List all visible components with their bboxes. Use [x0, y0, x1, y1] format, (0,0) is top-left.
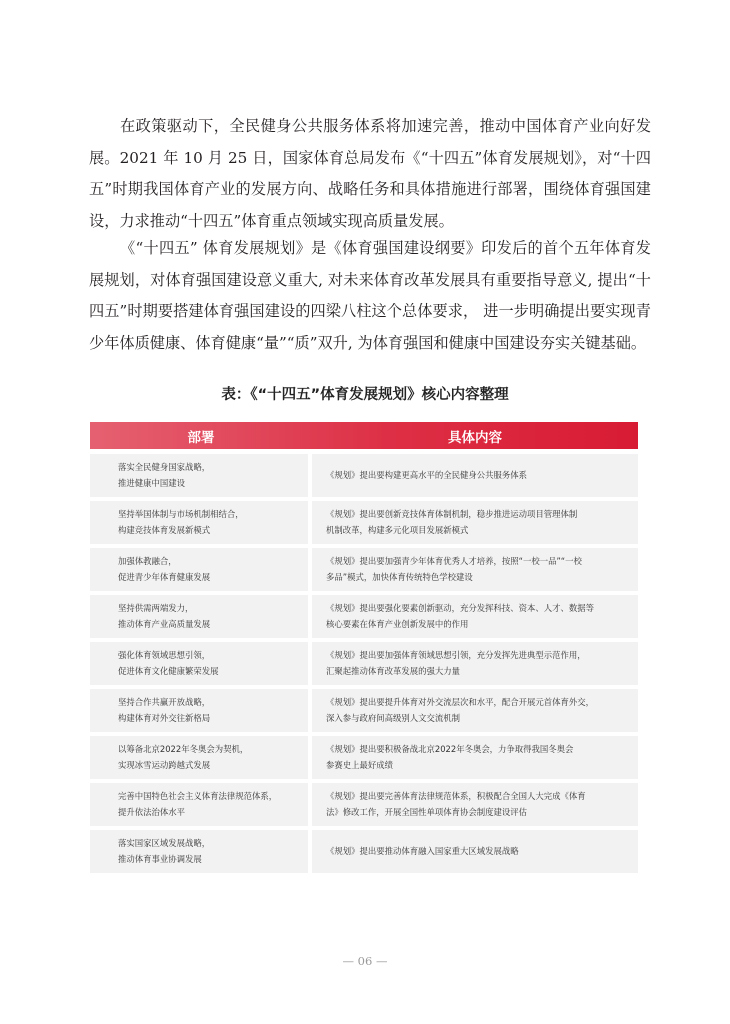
content-text-line: 多品”模式，加快体育传统特色学校建设: [326, 571, 473, 582]
department-text-line: 提升依法治体水平: [118, 806, 185, 817]
content-text-line: 机制改革，构建多元化项目发展新模式: [326, 524, 469, 535]
content-cell: [312, 736, 638, 779]
content-cell: [312, 830, 638, 873]
department-cell: [90, 642, 308, 685]
table-row: [90, 783, 638, 826]
body-paragraph-1: 在政策驱动下，全民健身公共服务体系将加速完善，推动中国体育产业向好发展。2021 年 10 月 25 日，国家体育总局发布《“十四五”体育发展规划》，对“十四五”时期我国体育产业的发展方向、战略任务和具体措施进行部署，围绕体育强国建设，力求推动“十四五”体育重点领域实现高质量发展。: [89, 117, 651, 230]
content-text-line: 汇聚起推动体育改革发展的强大力量: [326, 665, 460, 676]
table-row: [90, 548, 638, 591]
content-text-line: 法》修改工作，开展全国性单项体育协会制度建设评估: [326, 806, 527, 817]
table-header: [90, 422, 638, 449]
department-text-line: 加强体教融合，: [118, 556, 177, 566]
department-text-line: 推动体育事业协调发展: [118, 853, 202, 864]
department-cell: [90, 783, 308, 826]
department-cell: [90, 595, 308, 638]
content-text-line: 参赛史上最好成绩: [326, 759, 393, 770]
department-cell: [90, 689, 308, 732]
table-body: [90, 454, 638, 873]
content-cell: [312, 595, 638, 638]
content-cell: [312, 454, 638, 497]
content-text-line: 《规划》提出要创新竞技体育体制机制，稳步推进运动项目管理体制: [326, 509, 578, 519]
content-cell: [312, 783, 638, 826]
table-row: [90, 454, 638, 497]
department-cell: [90, 454, 308, 497]
department-text-line: 坚持举国体制与市场机制相结合，: [118, 509, 244, 519]
department-text-line: 落实全民健身国家战略，: [118, 462, 211, 472]
content-text-line: 《规划》提出要加强青少年体育优秀人才培养，按照“一校一品”“一校: [326, 556, 582, 566]
content-text-line: 核心要素在体育产业创新发展中的作用: [326, 618, 469, 629]
content-text-line: 《规划》提出要提升体育对外交流层次和水平，配合开展元首体育外交，: [326, 697, 594, 707]
department-text-line: 促进体育文化健康繁荣发展: [118, 665, 219, 676]
department-text-line: 构建体育对外交往新格局: [118, 712, 211, 723]
content-text-line: 《规划》提出要完善体育法律规范体系，积极配合全国人大完成《体育: [326, 791, 586, 801]
department-cell: [90, 501, 308, 544]
table-row: [90, 830, 638, 873]
body-paragraph-2: 《“十四五” 体育发展规划》是《体育强国建设纲要》印发后的首个五年体育发展规划，对体育强国建设意义重大, 对未来体育改革发展具有重要指导意义, 提出“十四五”时期要搭建体育强国建设的四梁八柱这个总体要求， 进一步明确提出要实现青少年体质健康、体育健康“量”“质”双升, 为体育强国和健康中国建设夯实关键基础。: [89, 239, 651, 352]
table-row: [90, 642, 638, 685]
content-cell: [312, 548, 638, 591]
content-text-line: 《规划》提出要推动体育融入国家重大区域发展战略: [326, 845, 519, 856]
department-text-line: 坚持供需两端发力，: [118, 603, 194, 613]
department-text-line: 促进青少年体育健康发展: [118, 571, 211, 582]
header-department: 部署: [187, 429, 215, 446]
core-content-table: [90, 422, 638, 877]
table-row: [90, 501, 638, 544]
department-cell: [90, 736, 308, 779]
department-cell: [90, 830, 308, 873]
department-text-line: 落实国家区域发展战略，: [118, 838, 211, 848]
department-text-line: 完善中国特色社会主义体育法律规范体系，: [118, 791, 278, 801]
content-text-line: 《规划》提出要构建更高水平的全民健身公共服务体系: [326, 469, 527, 480]
content-text-line: 《规划》提出要强化要素创新驱动，充分发挥科技、资本、人才、数据等: [326, 603, 594, 613]
table-row: [90, 689, 638, 732]
header-content: 具体内容: [448, 429, 502, 446]
department-text-line: 构建竞技体育发展新模式: [118, 524, 211, 535]
department-text-line: 推进健康中国建设: [118, 477, 185, 488]
department-text-line: 推动体育产业高质量发展: [118, 618, 211, 629]
table-row: [90, 736, 638, 779]
page-number: — 06 —: [342, 954, 388, 968]
content-cell: [312, 501, 638, 544]
department-cell: [90, 548, 308, 591]
table-row: [90, 595, 638, 638]
department-text-line: 坚持合作共赢开放战略，: [118, 697, 211, 707]
department-text-line: 强化体育领域思想引领，: [118, 650, 211, 660]
content-cell: [312, 642, 638, 685]
content-text-line: 《规划》提出要积极备战北京2022年冬奥会，力争取得我国冬奥会: [326, 744, 574, 754]
department-text-line: 实现冰雪运动跨越式发展: [118, 759, 211, 770]
content-text-line: 《规划》提出要加强体育领域思想引领，充分发挥先进典型示范作用，: [326, 650, 586, 660]
content-text-line: 深入参与政府间高级别人文交流机制: [326, 712, 460, 723]
table-title: 表：《“十四五”体育发展规划》核心内容整理: [221, 387, 509, 403]
content-cell: [312, 689, 638, 732]
department-text-line: 以筹备北京2022年冬奥会为契机，: [118, 744, 249, 754]
